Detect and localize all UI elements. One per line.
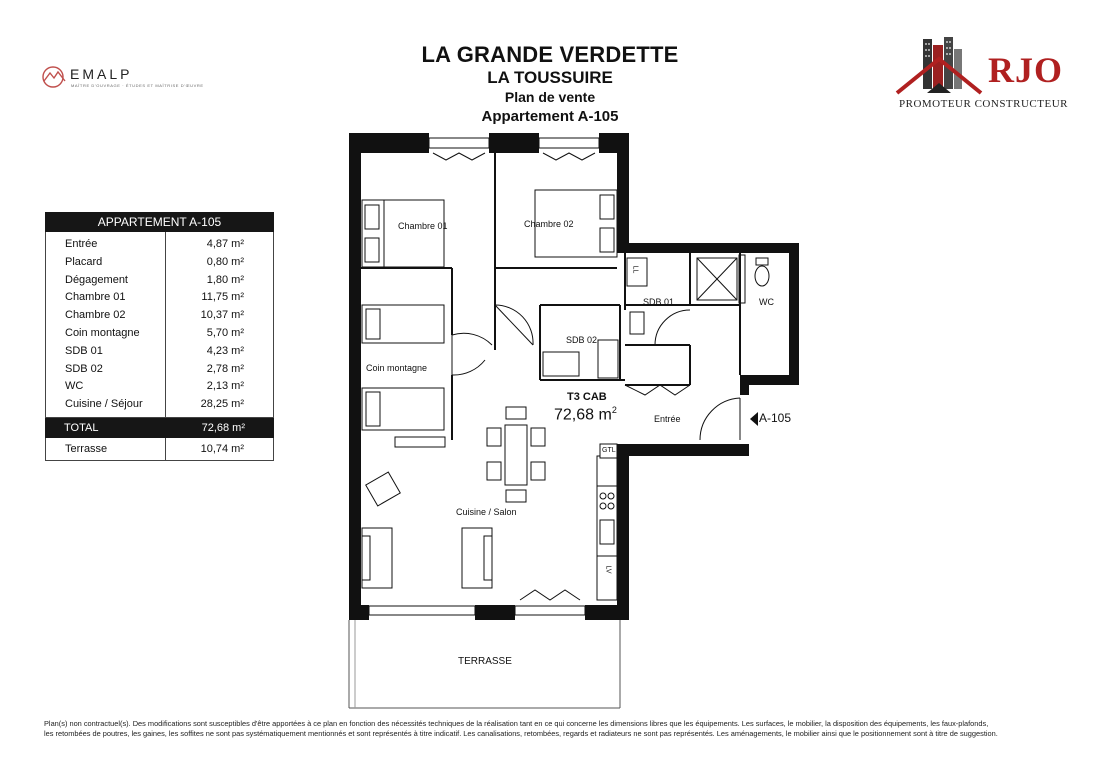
total-value: 72,68 m² bbox=[201, 421, 245, 434]
room-label-coin-montagne: Coin montagne bbox=[366, 363, 428, 373]
fixture-label-ll: LL bbox=[631, 265, 639, 274]
room-label-wc: WC bbox=[759, 297, 774, 307]
row-value: 5,70 m² bbox=[206, 326, 244, 339]
row-value: 1,80 m² bbox=[206, 273, 244, 286]
row-value: 10,37 m² bbox=[200, 309, 244, 322]
row-value: 0,80 m² bbox=[206, 255, 244, 268]
row-value: 4,23 m² bbox=[206, 344, 244, 357]
room-label-entree: Entrée bbox=[654, 414, 681, 424]
bed-chambre-01 bbox=[362, 200, 444, 267]
room-label-chambre01: Chambre 01 bbox=[398, 221, 448, 231]
room-label-chambre02: Chambre 02 bbox=[524, 219, 574, 229]
row-value: 2,13 m² bbox=[206, 380, 244, 393]
table-title: APPARTEMENT A-105 bbox=[45, 212, 274, 232]
terrace-label: Terrasse bbox=[65, 442, 108, 455]
project-title: LA GRANDE VERDETTE bbox=[421, 42, 679, 67]
apartment-type: T3 CAB bbox=[567, 391, 607, 403]
apartment-area bbox=[554, 405, 617, 424]
row-value: 28,25 m² bbox=[200, 398, 244, 411]
apartment-reference: A-105 bbox=[759, 411, 792, 425]
row-value: 2,78 m² bbox=[206, 362, 244, 375]
row-label: SDB 02 bbox=[65, 362, 103, 375]
room-label-cuisine: Cuisine / Salon bbox=[456, 507, 517, 517]
terrace-value: 10,74 m² bbox=[200, 442, 244, 455]
emalp-name: EMALP bbox=[70, 66, 133, 82]
disclaimer-line-1: Plan(s) non contractuel(s). Des modifications sont susceptibles d'être apportées à ce plan en fonction des nécessités techniques de la réalisation tant en ce qui concerne les dimensions libres que les équipements. Les surfaces, le mobilier, la disposition des équipements, les faux-plafonds, bbox=[44, 719, 989, 728]
row-label: Placard bbox=[65, 255, 103, 268]
room-label-terrasse: TERRASSE bbox=[458, 656, 512, 667]
entrance-arrow-icon bbox=[750, 412, 758, 426]
fixture-label-lv: LV bbox=[604, 565, 612, 574]
row-label: Coin montagne bbox=[65, 326, 140, 339]
row-label: Dégagement bbox=[65, 273, 128, 286]
emalp-tagline: MAÎTRE D'OUVRAGE · ÉTUDES ET MAÎTRISE D'ŒUVRE bbox=[71, 83, 204, 88]
total-label: TOTAL bbox=[64, 421, 99, 434]
rjo-tagline: PROMOTEUR CONSTRUCTEUR bbox=[899, 98, 1068, 110]
row-label: WC bbox=[65, 380, 84, 393]
row-value: 4,87 m² bbox=[206, 238, 244, 250]
row-label: Chambre 02 bbox=[65, 309, 126, 322]
toilet bbox=[755, 258, 769, 286]
room-label-sdb01: SDB 01 bbox=[643, 297, 675, 307]
fixture-label-gtl: GTL bbox=[602, 447, 616, 454]
plan-type-title: Plan de vente bbox=[504, 89, 596, 105]
row-label: Chambre 01 bbox=[65, 291, 126, 304]
room-label-sdb02: SDB 02 bbox=[566, 335, 598, 345]
disclaimer-line-2: les retombées de poutres, les gaines, les soffites ne sont pas systématiquement mentionnés et sont représentés à titre indicatif. Les canalisations, retombées, regards et radiateurs ne sont pas représentés. Les aménagements, le mobilier ainsi que le positionnement sont à titre de suggestion. bbox=[44, 729, 998, 738]
row-value: 11,75 m² bbox=[201, 291, 244, 304]
dining-table bbox=[487, 407, 545, 502]
living-furniture bbox=[362, 472, 492, 588]
kitchen-counter bbox=[597, 456, 617, 600]
bunk-beds bbox=[362, 305, 445, 447]
row-label: Entrée bbox=[65, 238, 98, 250]
sdb01-shower bbox=[697, 258, 737, 300]
disclaimer bbox=[44, 719, 1074, 739]
location-title: LA TOUSSUIRE bbox=[487, 68, 613, 87]
rjo-name: RJO bbox=[988, 50, 1063, 90]
row-label: SDB 01 bbox=[65, 344, 103, 357]
area-exponent: 2 bbox=[611, 405, 617, 415]
area-value: 72,68 m bbox=[554, 406, 612, 424]
row-label: Cuisine / Séjour bbox=[65, 398, 143, 411]
apartment-title: Appartement A-105 bbox=[481, 108, 619, 125]
